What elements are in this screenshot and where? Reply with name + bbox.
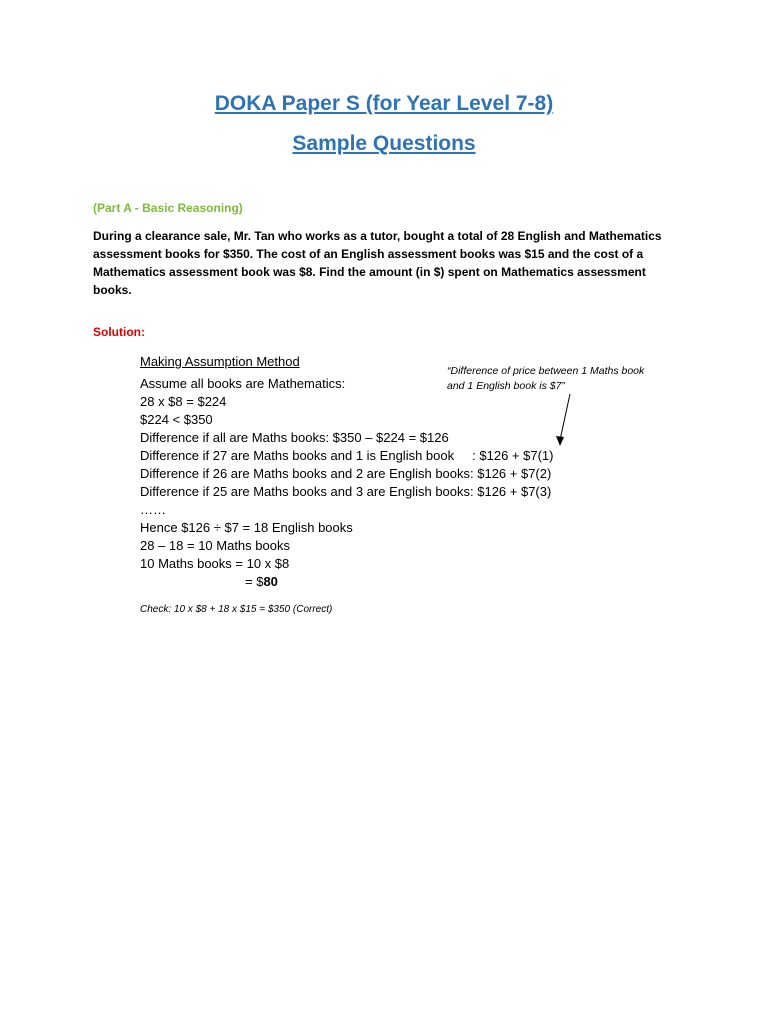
solution-line: $224 < $350 xyxy=(140,412,213,427)
solution-line: 10 Maths books = 10 x $8 xyxy=(140,556,290,571)
final-answer-value: 80 xyxy=(263,574,278,589)
document-title: DOKA Paper S (for Year Level 7-8) xyxy=(214,92,554,115)
final-answer-line xyxy=(140,573,553,591)
solution-line: Assume all books are Mathematics: xyxy=(140,376,346,391)
note-line-1: “Difference of price between 1 Maths book xyxy=(447,365,645,377)
question-text: During a clearance sale, Mr. Tan who works as a tutor, bought a total of 28 English and Mathematics assessment books for $350. The cost of an English assessment books was $15 and the cost of a Mathematics assessment book was $8. Find the amount (in $) spent on Mathematics assessment books. xyxy=(93,229,662,297)
part-label: (Part A - Basic Reasoning) xyxy=(93,201,243,215)
solution-line: Difference if 27 are Maths books and 1 is English book : $126 + $7(1) xyxy=(140,448,554,463)
annotation-arrow-icon xyxy=(550,392,590,452)
document-subtitle: Sample Questions xyxy=(292,132,476,155)
solution-line: 28 x $8 = $224 xyxy=(140,394,227,409)
method-heading: Making Assumption Method xyxy=(140,354,300,369)
final-answer-prefix: = $ xyxy=(245,574,264,589)
solution-line: Difference if all are Maths books: $350 – $224 = $126 xyxy=(140,430,449,445)
solution-line: …… xyxy=(140,502,166,517)
solution-line: Difference if 25 are Maths books and 3 are English books: $126 + $7(3) xyxy=(140,484,552,499)
solution-line: 28 – 18 = 10 Maths books xyxy=(140,538,290,553)
note-line-2: and 1 English book is $7” xyxy=(447,380,565,392)
annotation-note xyxy=(447,364,687,394)
check-line: Check: 10 x $8 + 18 x $15 = $350 (Correct) xyxy=(140,604,333,615)
solution-steps xyxy=(140,375,553,591)
solution-line: Difference if 26 are Maths books and 2 are English books: $126 + $7(2) xyxy=(140,466,552,481)
solution-line: Hence $126 ÷ $7 = 18 English books xyxy=(140,520,353,535)
solution-label: Solution: xyxy=(93,325,145,339)
